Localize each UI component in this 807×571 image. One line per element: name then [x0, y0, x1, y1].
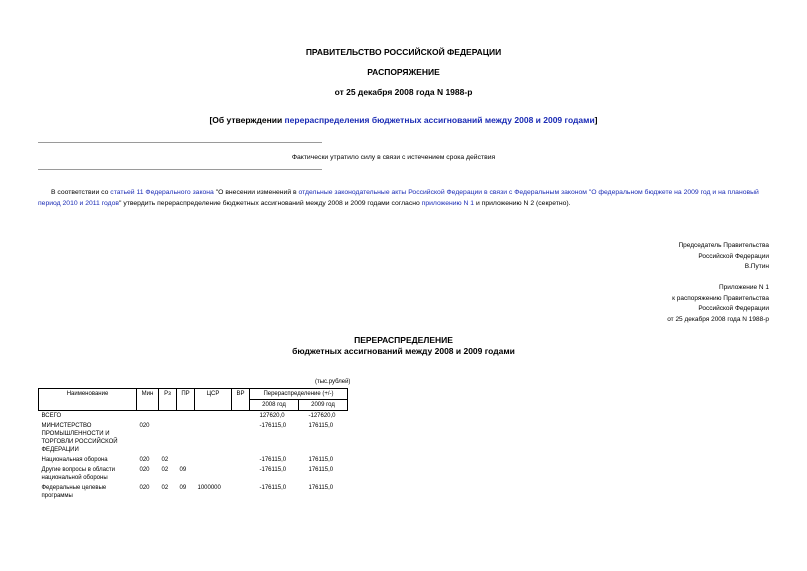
cell-pr [177, 455, 195, 465]
table-row [39, 455, 348, 465]
cell-min: 020 [139, 423, 150, 429]
cell-v2009: 176115,0 [308, 423, 334, 429]
cell-rz: 02 [161, 485, 169, 491]
cell-rz [159, 411, 177, 422]
document-title: [Об утверждении перераспределения бюджетных ассигнований между 2008 и 2009 годами] [209, 115, 598, 125]
cell-csr [195, 455, 232, 465]
table-row [39, 465, 348, 483]
cell-v2009: 176115,0 [308, 467, 334, 473]
cell-csr: 1000000 [197, 485, 221, 491]
appendix-block: Приложение N 1 к распоряжению Правительства Российской Федерации от 25 декабря 2008 года N 1988-р [667, 284, 769, 323]
law-link[interactable]: отдельные законодательные акты Российской Федерации в связи с Федеральным законом "О федеральном бюджете на 2009 год и на плановый период 2010 и 2011 годов [38, 189, 759, 207]
cell-name: МИНИСТЕРСТВО ПРОМЫШЛЕННОСТИ И ТОРГОВЛИ РОССИЙСКОЙ ФЕДЕРАЦИИ [41, 423, 118, 453]
cell-vr [232, 421, 250, 455]
cell-v2008: -176115,0 [259, 423, 287, 429]
appendix-link[interactable]: приложению N 1 [421, 200, 475, 207]
cell-csr [195, 411, 232, 422]
cell-rz [159, 421, 177, 455]
cell-rz: 02 [161, 467, 169, 473]
cell-pr [177, 411, 195, 422]
cell-v2008: 127620,0 [259, 413, 285, 419]
cell-name: Национальная оборона [41, 457, 108, 463]
budget-table: Наименование Мин Рз ПР ЦСР ВР Перераспределение (+/-) 2008 год 2009 год ВСЕГО 127620,0 -127620,0 МИНИСТЕРСТВО ПРОМЫШЛЕННОСТИ И ТОРГОВЛИ РОССИЙСКОЙ ФЕДЕРАЦИИ 020 -176115,0 176115,0 Национальная оборона 020 02 -176115,0 176115,0 Другие вопросы в области национальной обороны 020 02 09 -176115,0 176115,0 Федеральные целевые программы 020 02 09 1000000 -176115,0 176115,0 [38, 388, 348, 501]
cell-pr: 09 [179, 485, 187, 491]
government-heading: ПРАВИТЕЛЬСТВО РОССИЙСКОЙ ФЕДЕРАЦИИ [305, 47, 502, 57]
section-title: ПЕРЕРАСПРЕДЕЛЕНИЕ [354, 335, 453, 345]
cell-v2008: -176115,0 [259, 457, 287, 463]
cell-csr [195, 421, 232, 455]
cell-min: 020 [139, 485, 150, 491]
cell-v2008: -176115,0 [259, 467, 287, 473]
divider-bottom [38, 169, 322, 170]
cell-pr: 09 [179, 467, 187, 473]
table-row [39, 483, 348, 501]
cell-name: ВСЕГО [41, 413, 62, 419]
article-11-link[interactable]: статьей 11 Федерального закона [110, 189, 214, 196]
cell-vr [232, 411, 250, 422]
cell-pr [177, 421, 195, 455]
cell-csr [195, 465, 232, 483]
table-row [39, 421, 348, 455]
divider-top [38, 142, 322, 143]
cell-vr [232, 483, 250, 501]
cell-name: Федеральные целевые программы [41, 485, 107, 499]
cell-min: 020 [139, 467, 150, 473]
status-note: Фактически утратило силу в связи с истечением срока действия [291, 154, 496, 161]
document-date: от 25 декабря 2008 года N 1988-р [334, 87, 473, 97]
title-link[interactable]: перераспределения бюджетных ассигнований между 2008 и 2009 годами [284, 115, 595, 125]
cell-v2008: -176115,0 [259, 485, 287, 491]
cell-name: Другие вопросы в области национальной обороны [41, 467, 116, 481]
cell-vr [232, 455, 250, 465]
section-subtitle: бюджетных ассигнований между 2008 и 2009 годами [292, 346, 515, 356]
cell-rz: 02 [161, 457, 169, 463]
cell-v2009: 176115,0 [308, 485, 334, 491]
document-type: РАСПОРЯЖЕНИЕ [367, 67, 440, 77]
cell-vr [232, 465, 250, 483]
table-row [39, 411, 348, 422]
unit-label: (тыс.рублей) [315, 379, 351, 385]
cell-v2009: 176115,0 [308, 457, 334, 463]
cell-v2009: -127620,0 [308, 413, 336, 419]
signature-block: Председатель Правительства Российской Федерации В.Путин [678, 242, 769, 270]
cell-min: 020 [139, 457, 150, 463]
cell-min [137, 411, 159, 422]
body-paragraph: В соответствии со статьей 11 Федерального закона "О внесении изменений в отдельные законодательные акты Российской Федерации в связи с Федеральным законом "О федеральном бюджете на 2009 год и на плановый период 2010 и 2011 годов" утвердить перераспределение бюджетных ассигнований между 2008 и 2009 годами согласно приложению N 1 и приложению N 2 (секретно). [38, 189, 759, 207]
